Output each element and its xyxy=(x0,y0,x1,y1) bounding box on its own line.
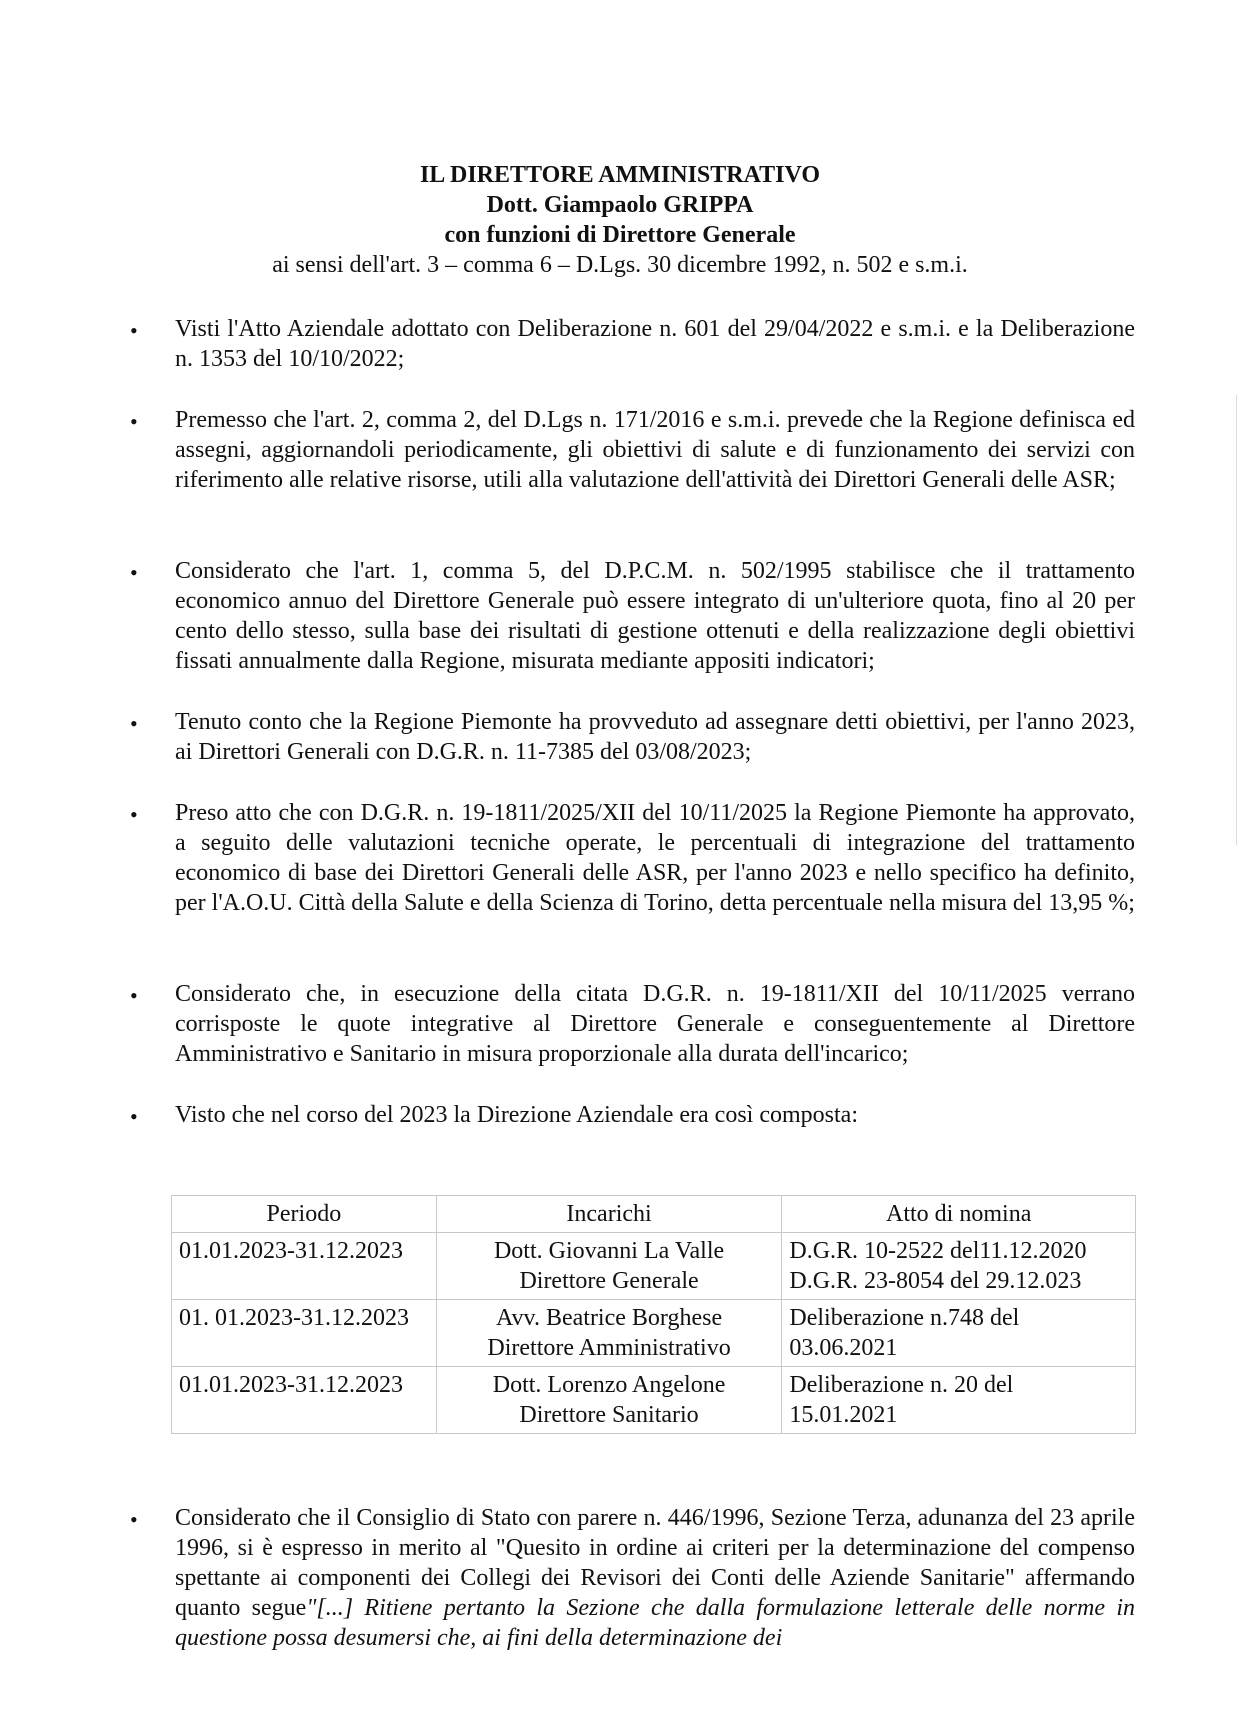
paragraph-consiglio-di-stato xyxy=(175,1503,1135,1653)
paragraph-preso-atto: Preso atto che con D.G.R. n. 19-1811/2025/XII del 10/11/2025 la Regione Piemonte ha approvato, a seguito delle valutazioni tecniche operate, le percentuali di integrazione del trattamento economico di base dei Direttori Generali delle ASR, per l'anno 2023 e nello specifico ha definito, per l'A.O.U. Città della Salute e della Scienza di Torino, detta percentuale nella misura del 13,95 %; xyxy=(175,800,1135,916)
bullet-icon: • xyxy=(130,409,138,434)
header-function: con funzioni di Direttore Generale xyxy=(444,222,796,248)
bullet-icon: • xyxy=(130,802,138,827)
table-header-row xyxy=(172,1196,1136,1233)
incarico-ruolo: Direttore Amministrativo xyxy=(487,1335,731,1361)
paragraph-visto-direzione: Visto che nel corso del 2023 la Direzione Aziendale era così composta: xyxy=(175,1102,858,1128)
header-legal-reference: ai sensi dell'art. 3 – comma 6 – D.Lgs. 30 dicembre 1992, n. 502 e s.m.i. xyxy=(272,252,968,278)
bullet-icon: • xyxy=(130,318,138,343)
bullet-icon: • xyxy=(130,711,138,736)
atto-line-2: 15.01.2021 xyxy=(789,1402,898,1428)
cell-periodo: 01. 01.2023-31.12.2023 xyxy=(172,1300,437,1367)
cell-atto-di-nomina xyxy=(782,1233,1136,1300)
header-title: IL DIRETTORE AMMINISTRATIVO xyxy=(419,162,821,188)
table-row xyxy=(172,1233,1136,1300)
paragraph-atto-aziendale: Visti l'Atto Aziendale adottato con Deliberazione n. 601 del 29/04/2022 e s.m.i. e la Deliberazione n. 1353 del 10/10/2022; xyxy=(175,316,1135,372)
header-name: Dott. Giampaolo GRIPPA xyxy=(486,192,754,218)
cell-incarichi xyxy=(436,1300,782,1367)
column-header-incarichi: Incarichi xyxy=(436,1196,782,1233)
column-header-periodo: Periodo xyxy=(172,1196,437,1233)
atto-line-1: Deliberazione n.748 del xyxy=(789,1305,1020,1331)
incarico-nome: Dott. Giovanni La Valle xyxy=(493,1238,725,1264)
cell-atto-di-nomina xyxy=(782,1300,1136,1367)
paragraph-consiglio-quote: "[...] Ritiene pertanto la Sezione che dalla formulazione letterale delle norme in questione possa desumersi che, ai fini della determinazione dei xyxy=(175,1595,1135,1651)
bullet-icon: • xyxy=(130,1507,138,1532)
cell-periodo: 01.01.2023-31.12.2023 xyxy=(172,1367,437,1434)
atto-line-2: D.G.R. 23-8054 del 29.12.023 xyxy=(789,1268,1082,1294)
document-header xyxy=(0,160,1240,280)
paragraph-considerato-esecuzione: Considerato che, in esecuzione della citata D.G.R. n. 19-1811/XII del 10/11/2025 verrano corrisposte le quote integrative al Direttore Generale e conseguentemente al Direttore Amministrativo e Sanitario in misura proporzionale alla durata dell'incarico; xyxy=(175,981,1135,1067)
incarico-ruolo: Direttore Sanitario xyxy=(519,1402,699,1428)
cell-incarichi xyxy=(436,1367,782,1434)
paragraph-tenuto-conto: Tenuto conto che la Regione Piemonte ha provveduto ad assegnare detti obiettivi, per l'anno 2023, ai Direttori Generali con D.G.R. n. 11-7385 del 03/08/2023; xyxy=(175,709,1135,765)
cell-periodo: 01.01.2023-31.12.2023 xyxy=(172,1233,437,1300)
incarico-ruolo: Direttore Generale xyxy=(519,1268,699,1294)
paragraph-premesso: Premesso che l'art. 2, comma 2, del D.Lgs n. 171/2016 e s.m.i. prevede che la Regione definisca ed assegni, aggiornandoli periodicamente, gli obiettivi di salute e di funzionamento dei servizi con riferimento alle relative risorse, utili alla valutazione dell'attività dei Direttori Generali delle ASR; xyxy=(175,407,1135,493)
bullet-icon: • xyxy=(130,1104,138,1129)
atto-line-1: D.G.R. 10-2522 del11.12.2020 xyxy=(789,1238,1087,1264)
cell-atto-di-nomina xyxy=(782,1367,1136,1434)
paragraph-considerato-dpcm: Considerato che l'art. 1, comma 5, del D.P.C.M. n. 502/1995 stabilisce che il trattamento economico annuo del Direttore Generale può essere integrato di un'ulteriore quota, fino al 20 per cento dello stesso, sulla base dei risultati di gestione ottenuti e della realizzazione degli obiettivi fissati annualmente dalla Regione, misurata mediante appositi indicatori; xyxy=(175,558,1135,674)
incarico-nome: Avv. Beatrice Borghese xyxy=(495,1305,723,1331)
bullet-icon: • xyxy=(130,560,138,585)
scrollbar-track[interactable] xyxy=(1232,395,1237,845)
paragraph-consiglio-text: Considerato che il Consiglio di Stato con parere n. 446/1996, Sezione Terza, adunanza del 23 aprile 1996, si è espresso in merito al "Quesito in ordine ai criteri per la determinazione del compenso spettante ai componenti dei Collegi dei Revisori dei Conti delle Aziende Sanitarie" affermando quanto segue xyxy=(175,1505,1135,1621)
table-row xyxy=(172,1300,1136,1367)
atto-line-1: Deliberazione n. 20 del xyxy=(789,1372,1014,1398)
atto-line-2: 03.06.2021 xyxy=(789,1335,898,1361)
incarico-nome: Dott. Lorenzo Angelone xyxy=(492,1372,726,1398)
table-row xyxy=(172,1367,1136,1434)
direzione-aziendale-table xyxy=(171,1195,1136,1434)
cell-incarichi xyxy=(436,1233,782,1300)
column-header-atto-di-nomina: Atto di nomina xyxy=(782,1196,1136,1233)
bullet-icon: • xyxy=(130,983,138,1008)
